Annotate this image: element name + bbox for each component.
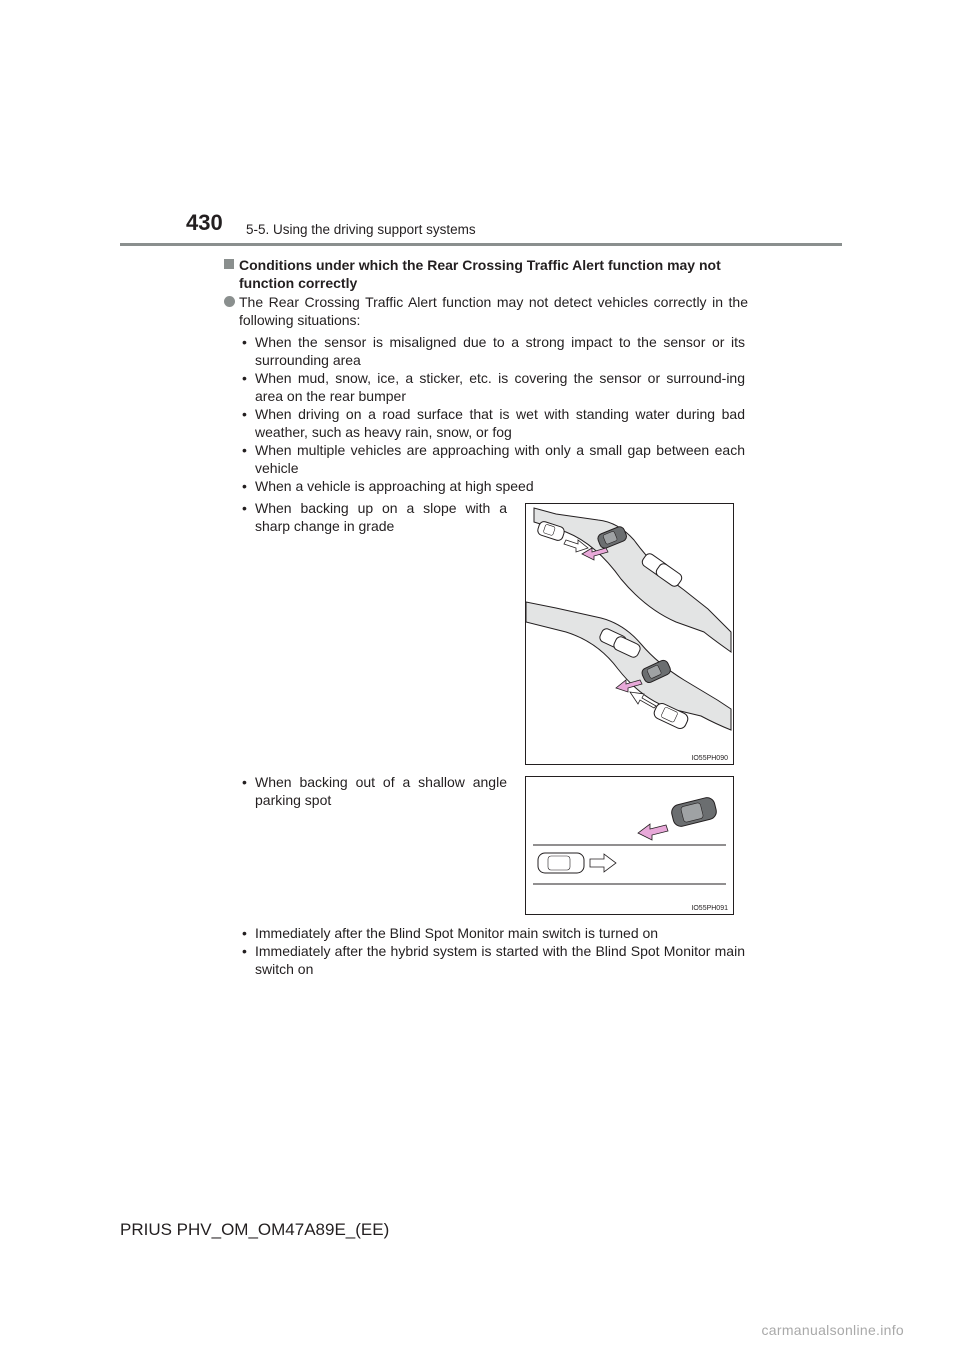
condition-list [239,333,745,495]
subsection-heading [224,256,748,292]
list-item-text: When multiple vehicles are approaching with only a small gap between each vehicle [255,442,745,476]
warning-arrow-icon [638,824,668,840]
slope-illustration [525,503,734,765]
bullet-glyph: • [242,334,247,350]
list-item-text: When a vehicle is approaching at high speed [255,478,534,494]
bullet-glyph: • [242,774,247,790]
parking-illustration [525,776,734,915]
watermark-link[interactable]: carmanualsonline.info [761,1322,904,1338]
list-item [239,924,745,942]
arrow-icon [590,854,616,872]
list-item [239,441,745,477]
bullet-glyph: • [242,442,247,458]
bullet-glyph: • [242,943,247,959]
list-item-text: When the sensor is misaligned due to a strong impact to the sensor or its surrounding area [255,334,745,368]
list-item-text: When driving on a road surface that is wet with standing water during bad weather, such as heavy rain, snow, or fog [255,406,745,440]
list-item-text: When mud, snow, ice, a sticker, etc. is covering the sensor or surround-ing area on the rear bumper [255,370,745,404]
bullet-glyph: • [242,925,247,941]
bullet-glyph: • [242,370,247,386]
intro-text: The Rear Crossing Traffic Alert function may not detect vehicles correctly in the following situations: [239,294,748,328]
intro-paragraph [224,293,748,329]
bullet-glyph: • [242,406,247,422]
list-item [239,773,507,809]
list-item [239,477,745,495]
slope-diagram-svg [526,504,733,764]
list-item [239,942,745,978]
circle-bullet-icon [224,296,235,307]
square-bullet-icon [224,259,234,269]
list-item [239,369,745,405]
subsection-heading-text: Conditions under which the Rear Crossing Traffic Alert function may not function correctly [239,257,721,291]
list-item [239,333,745,369]
startup-condition-list [239,924,745,978]
list-item-text: Immediately after the hybrid system is started with the Blind Spot Monitor main switch on [255,943,745,977]
page-number: 430 [186,210,223,235]
section-title: 5-5. Using the driving support systems [246,222,476,237]
slope-condition [239,499,507,535]
list-item-text: When backing up on a slope with a sharp change in grade [255,500,507,534]
list-item [239,405,745,441]
figure-code: IO55PH090 [691,755,728,762]
header-divider [120,243,842,246]
bullet-glyph: • [242,478,247,494]
list-item-text: When backing out of a shallow angle parking spot [255,774,507,808]
bullet-glyph: • [242,500,247,516]
car-icon [538,853,584,873]
list-item [239,499,507,535]
figure-code: IO55PH091 [691,905,728,912]
list-item-text: Immediately after the Blind Spot Monitor main switch is turned on [255,925,659,941]
manual-model-code: PRIUS PHV_OM_OM47A89E_(EE) [120,1220,390,1239]
detecting-car-icon [670,796,718,828]
parking-condition [239,773,507,809]
parking-diagram-svg [526,777,733,914]
